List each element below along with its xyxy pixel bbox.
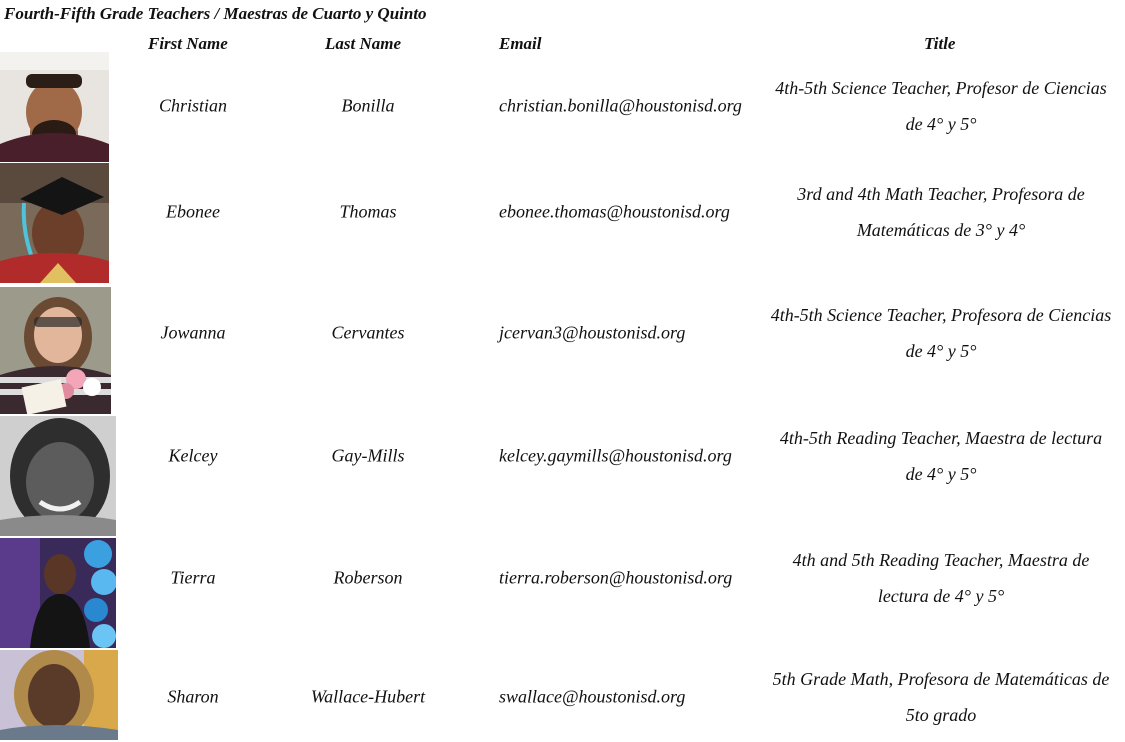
first-name-cell: Kelcey xyxy=(168,445,218,466)
teacher-photo xyxy=(0,416,116,536)
first-name-cell: Christian xyxy=(158,95,228,116)
title-cell: 5th Grade Math, Profesora de Matemáticas de 5to grado xyxy=(772,669,1110,725)
last-name-cell: Roberson xyxy=(333,567,403,588)
first-name-cell: Ebonee xyxy=(166,201,220,222)
last-name-cell: Wallace-Hubert xyxy=(310,686,426,707)
column-header-last-name: Last Name xyxy=(325,34,402,53)
email-cell[interactable]: swallace@houstonisd.org xyxy=(499,686,686,707)
last-name-cell: Thomas xyxy=(339,201,397,222)
email-cell[interactable]: jcervan3@houstonisd.org xyxy=(499,322,686,343)
column-header-title: Title xyxy=(924,34,956,53)
email-cell[interactable]: ebonee.thomas@houstonisd.org xyxy=(499,201,730,222)
column-header-email: Email xyxy=(499,34,542,53)
last-name-cell: Bonilla xyxy=(341,95,395,116)
first-name-cell: Sharon xyxy=(167,686,219,707)
teacher-photo xyxy=(0,287,111,414)
column-header-first-name: First Name xyxy=(148,34,228,53)
email-cell[interactable]: kelcey.gaymills@houstonisd.org xyxy=(499,445,732,466)
first-name-cell: Tierra xyxy=(170,567,216,588)
teacher-photo xyxy=(0,650,118,740)
title-cell: 4th and 5th Reading Teacher, Maestra de lectura de 4° y 5° xyxy=(792,550,1090,606)
title-cell: 4th-5th Science Teacher, Profesora de Ciencias de 4° y 5° xyxy=(770,305,1112,361)
first-name-cell: Jowanna xyxy=(160,322,226,343)
page-title: Fourth-Fifth Grade Teachers / Maestras de Cuarto y Quinto xyxy=(4,4,427,23)
teacher-photo xyxy=(0,163,109,283)
last-name-cell: Cervantes xyxy=(331,322,405,343)
email-cell[interactable]: tierra.roberson@houstonisd.org xyxy=(499,567,733,588)
teacher-photo xyxy=(0,52,109,162)
title-cell: 3rd and 4th Math Teacher, Profesora de Matemáticas de 3° y 4° xyxy=(797,184,1085,240)
teacher-photo xyxy=(0,538,116,648)
email-cell[interactable]: christian.bonilla@houstonisd.org xyxy=(499,95,742,116)
title-cell: 4th-5th Science Teacher, Profesor de Ciencias de 4° y 5° xyxy=(775,78,1107,134)
title-cell: 4th-5th Reading Teacher, Maestra de lectura de 4° y 5° xyxy=(779,428,1103,484)
last-name-cell: Gay-Mills xyxy=(331,445,405,466)
